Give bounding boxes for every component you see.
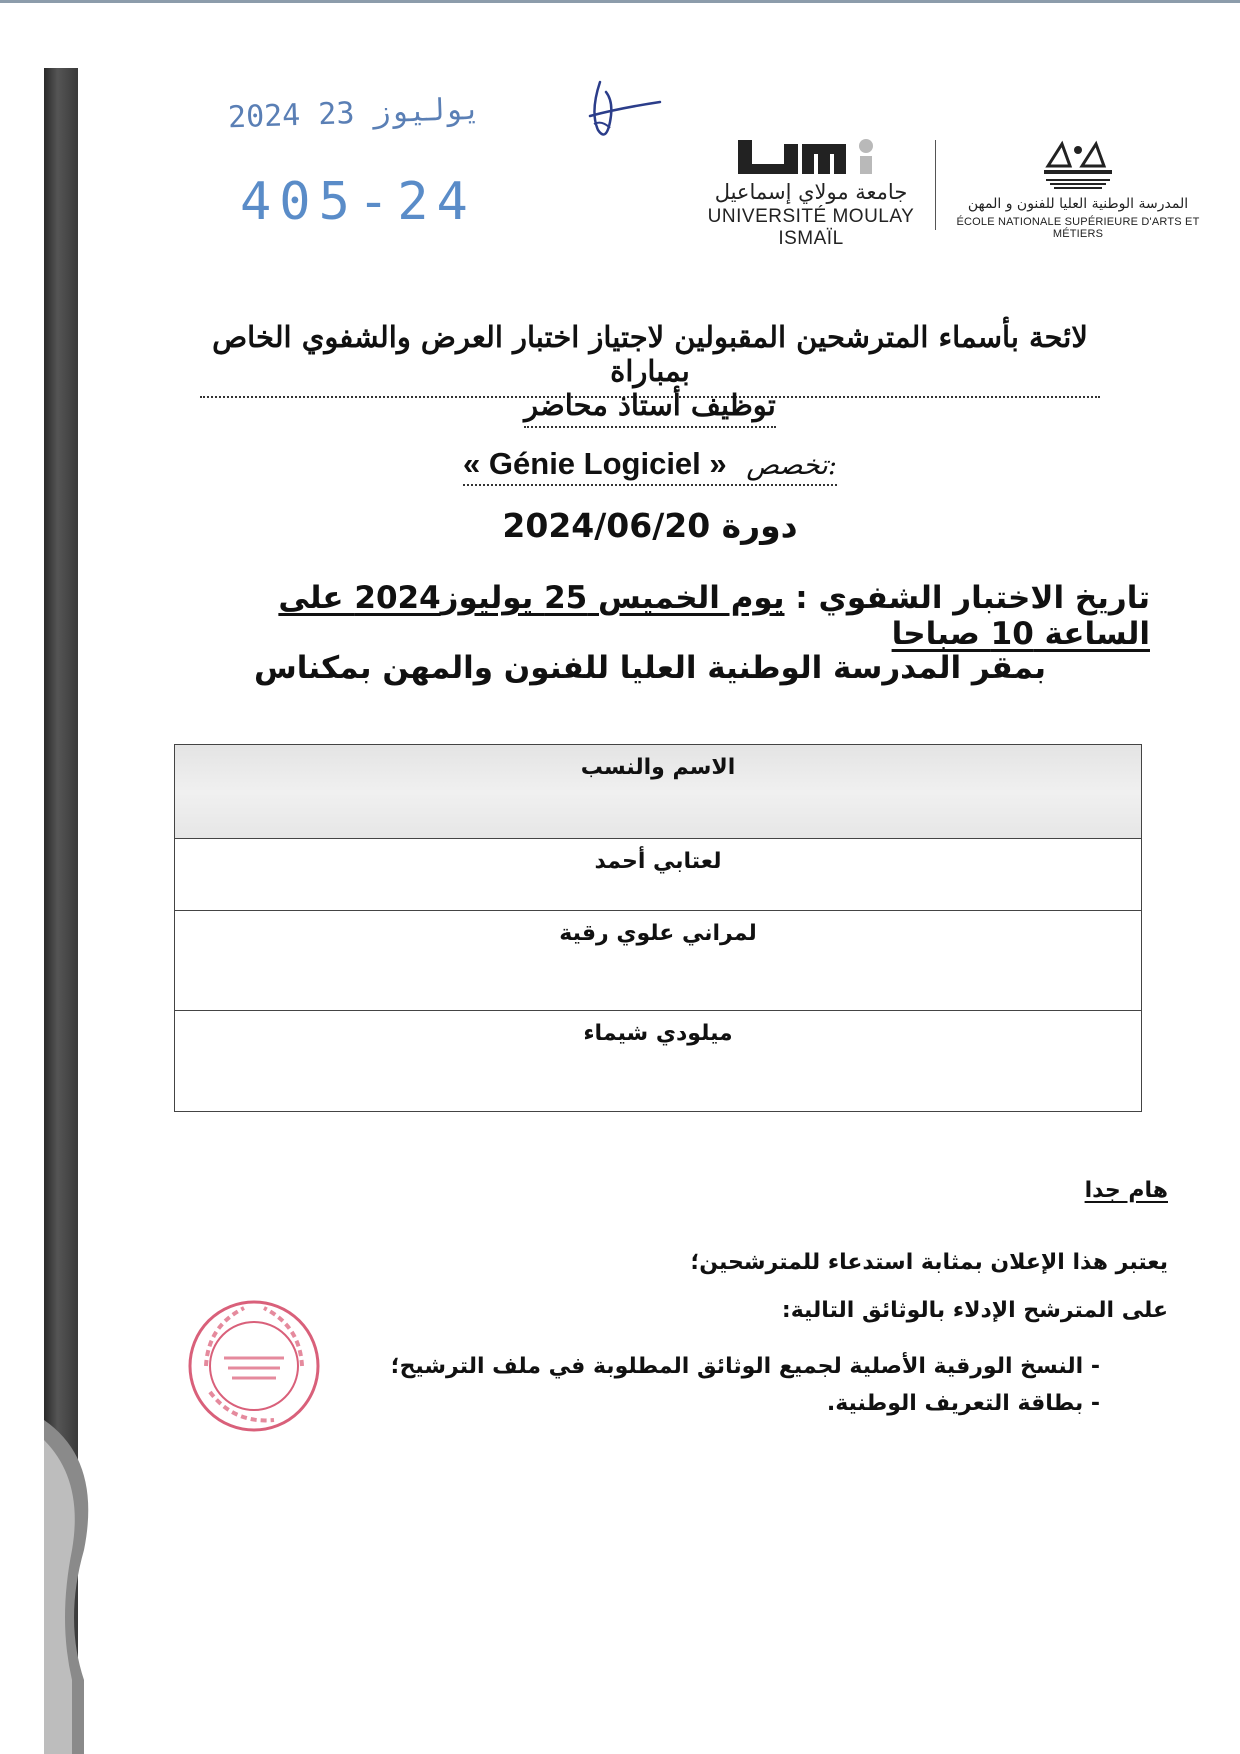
speciality-underline	[463, 446, 837, 486]
umi-name-french: UNIVERSITÉ MOULAY ISMAÏL	[707, 206, 915, 249]
document-title-line-2	[200, 388, 1100, 422]
candidate-name: لمراني علوي رقية	[175, 911, 1142, 1011]
table-row	[175, 911, 1142, 1011]
signature-icon	[580, 72, 670, 152]
ensam-name-french: ÉCOLE NATIONALE SUPÉRIEURE D'ARTS ET MÉTIERS	[956, 216, 1200, 240]
exam-place: بمقر المدرسة الوطنية العليا للفنون والمهن بمكناس	[254, 650, 1046, 686]
ensam-logo-mark-icon	[1038, 140, 1118, 194]
exam-date-line	[170, 580, 1150, 652]
list-item: - النسخ الورقية الأصلية لجميع الوثائق المطلوبة في ملف الترشيح؛	[391, 1354, 1100, 1379]
ensam-logo	[948, 140, 1208, 240]
document-title-line-2-text: توظيف أستاذ محاضر	[524, 388, 776, 428]
received-date-stamp: 2024 يوليوز 23	[227, 91, 482, 136]
scan-top-edge	[0, 0, 1240, 3]
umi-name-arabic: جامعة مولاي إسماعيل	[714, 180, 908, 204]
umi-logo	[700, 138, 922, 250]
speciality-line	[200, 446, 1100, 486]
table-row	[175, 839, 1142, 911]
note-line-2: على المترشح الإدلاء بالوثائق التالية:	[781, 1298, 1168, 1323]
reference-number-stamp: 405-24	[240, 172, 476, 232]
logo-divider	[935, 140, 936, 230]
table-row	[175, 1011, 1142, 1112]
speciality-label: تخصص:	[746, 450, 837, 481]
document-title-line-1: لائحة بأسماء المترشحين المقبولين لاجتياز اختبار العرض والشفوي الخاص بمباراة	[200, 320, 1100, 398]
session-date: دورة 2024/06/20	[502, 506, 798, 545]
required-documents-list	[391, 1354, 1100, 1428]
umi-logo-mark-icon	[736, 138, 886, 178]
speciality-value: « Génie Logiciel »	[463, 446, 727, 481]
candidates-table	[174, 744, 1142, 1112]
exam-date-value: يوم الخميس 25 يوليوز2024 على الساعة 10 صباحا	[278, 580, 1150, 652]
note-line-1: يعتبر هذا الإعلان بمثابة استدعاء للمترشحين؛	[690, 1250, 1168, 1275]
candidate-name: ميلودي شيماء	[175, 1011, 1142, 1112]
candidate-name: لعتابي أحمد	[175, 839, 1142, 911]
left-band-curve	[44, 1420, 104, 1754]
ensam-name-arabic: المدرسة الوطنية العليا للفنون و المهن	[967, 196, 1189, 212]
notes-heading: هام جدا	[1084, 1178, 1168, 1203]
list-item: - بطاقة التعريف الوطنية.	[391, 1391, 1100, 1416]
exam-date-label: تاريخ الاختبار الشفوي :	[795, 580, 1150, 616]
university-seal-icon	[184, 1296, 324, 1436]
table-header-name: الاسم والنسب	[175, 745, 1142, 839]
